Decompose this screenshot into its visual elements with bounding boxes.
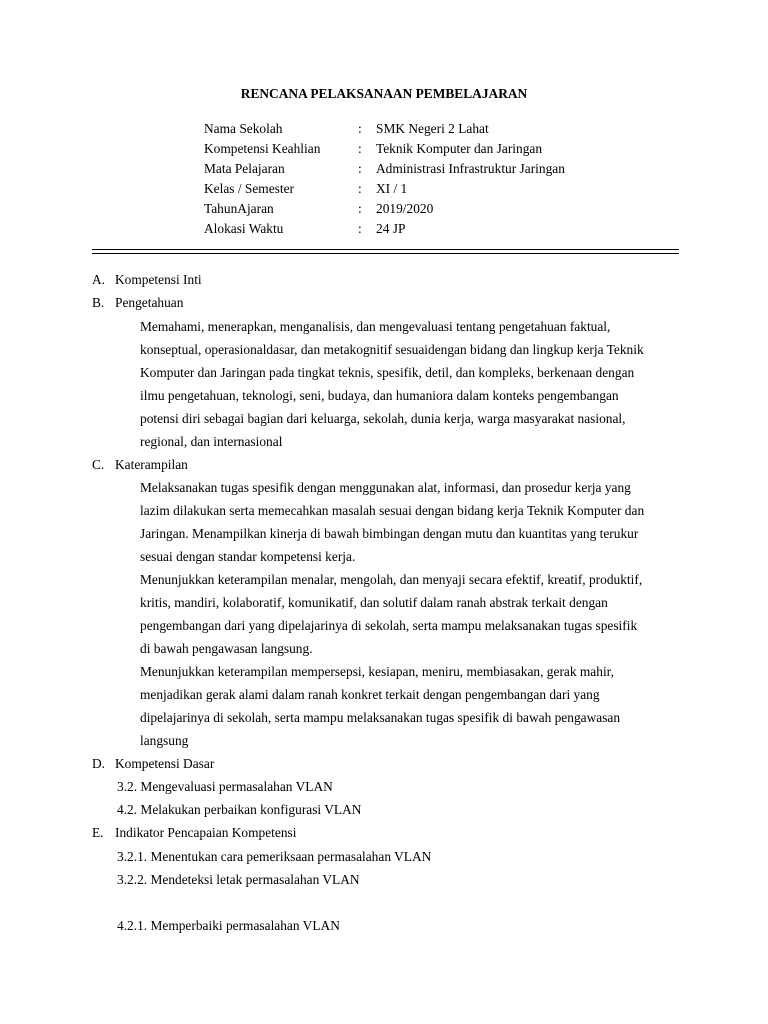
section-title: Pengetahuan: [115, 295, 184, 310]
info-colon: :: [358, 141, 362, 156]
paragraph-line: konseptual, operasionaldasar, dan metakognitif sesuaidengan bidang dan lingkup kerja Teknik: [140, 342, 644, 357]
info-value: 24 JP: [376, 221, 406, 236]
section-letter: D.: [92, 756, 106, 771]
section-letter: C.: [92, 457, 105, 472]
info-label: Kompetensi Keahlian: [204, 141, 321, 156]
paragraph-line: Jaringan. Menampilkan kinerja di bawah bimbingan dengan mutu dan kuantitas yang terukur: [140, 526, 639, 541]
section-title: Indikator Pencapaian Kompetensi: [115, 825, 297, 840]
info-value: Teknik Komputer dan Jaringan: [376, 141, 543, 156]
page-title: RENCANA PELAKSANAAN PEMBELAJARAN: [240, 86, 528, 101]
section-title: Kompetensi Inti: [115, 272, 202, 287]
info-colon: :: [358, 221, 362, 236]
paragraph-line: kritis, mandiri, kolaboratif, komunikatif, dan solutif dalam ranah abstrak terkait dengan: [140, 595, 608, 610]
info-value: SMK Negeri 2 Lahat: [376, 121, 489, 136]
paragraph-line: pengembangan dari yang dipelajarinya di sekolah, serta mampu melaksanakan tugas spesifik: [140, 618, 638, 633]
paragraph-line: sesuai dengan standar kompetensi kerja.: [140, 549, 356, 564]
paragraph-line: Menunjukkan keterampilan mempersepsi, kesiapan, meniru, membiasakan, gerak mahir,: [140, 664, 614, 679]
info-value: Administrasi Infrastruktur Jaringan: [376, 161, 565, 176]
indicator-item: 3.2.2. Mendeteksi letak permasalahan VLAN: [117, 872, 360, 887]
competency-item: 3.2. Mengevaluasi permasalahan VLAN: [117, 779, 333, 794]
indicator-item: 3.2.1. Menentukan cara pemeriksaan permasalahan VLAN: [117, 849, 432, 864]
section-title: Kompetensi Dasar: [115, 756, 215, 771]
paragraph-line: potensi diri sebagai bagian dari keluarga, sekolah, dunia kerja, warga masyarakat nasional,: [140, 411, 626, 426]
section-c-paragraph: [140, 477, 680, 753]
info-label: TahunAjaran: [204, 201, 274, 216]
paragraph-line: regional, dan internasional: [140, 434, 283, 449]
paragraph-line: langsung: [140, 733, 189, 748]
paragraph-line: ilmu pengetahuan, teknologi, seni, budaya, dan humaniora dalam konteks pengembangan: [140, 388, 619, 403]
divider-line: [92, 253, 679, 254]
paragraph-line: di bawah pengawasan langsung.: [140, 641, 313, 656]
divider-line: [92, 249, 679, 250]
info-label: Mata Pelajaran: [204, 161, 285, 176]
info-label: Kelas / Semester: [204, 181, 294, 196]
info-label: Nama Sekolah: [204, 121, 283, 136]
competency-item: 4.2. Melakukan perbaikan konfigurasi VLAN: [117, 802, 362, 817]
section-letter: E.: [92, 825, 104, 840]
paragraph-line: Memahami, menerapkan, menganalisis, dan mengevaluasi tentang pengetahuan faktual,: [140, 319, 611, 334]
paragraph-line: menjadikan gerak alami dalam ranah konkret terkait dengan pengembangan dari yang: [140, 687, 600, 702]
info-colon: :: [358, 181, 362, 196]
paragraph-line: lazim dilakukan serta memecahkan masalah sesuai dengan bidang kerja Teknik Komputer dan: [140, 503, 645, 518]
paragraph-line: Melaksanakan tugas spesifik dengan menggunakan alat, informasi, dan prosedur kerja yang: [140, 480, 631, 495]
info-colon: :: [358, 121, 362, 136]
section-letter: B.: [92, 295, 105, 310]
section-title: Katerampilan: [115, 457, 188, 472]
paragraph-line: Komputer dan Jaringan pada tingkat teknis, spesifik, detil, dan kompleks, berkenaan dengan: [140, 365, 635, 380]
section-letter: A.: [92, 272, 106, 287]
paragraph-line: dipelajarinya di sekolah, serta mampu melaksanakan tugas spesifik di bawah pengawasan: [140, 710, 621, 725]
info-value: XI / 1: [376, 181, 408, 196]
info-colon: :: [358, 201, 362, 216]
paragraph-line: Menunjukkan keterampilan menalar, mengolah, dan menyaji secara efektif, kreatif, produktif,: [140, 572, 643, 587]
info-value: 2019/2020: [376, 201, 434, 216]
info-colon: :: [358, 161, 362, 176]
indicator-item: 4.2.1. Memperbaiki permasalahan VLAN: [117, 918, 340, 933]
section-b-paragraph: [140, 316, 680, 454]
info-label: Alokasi Waktu: [204, 221, 284, 236]
